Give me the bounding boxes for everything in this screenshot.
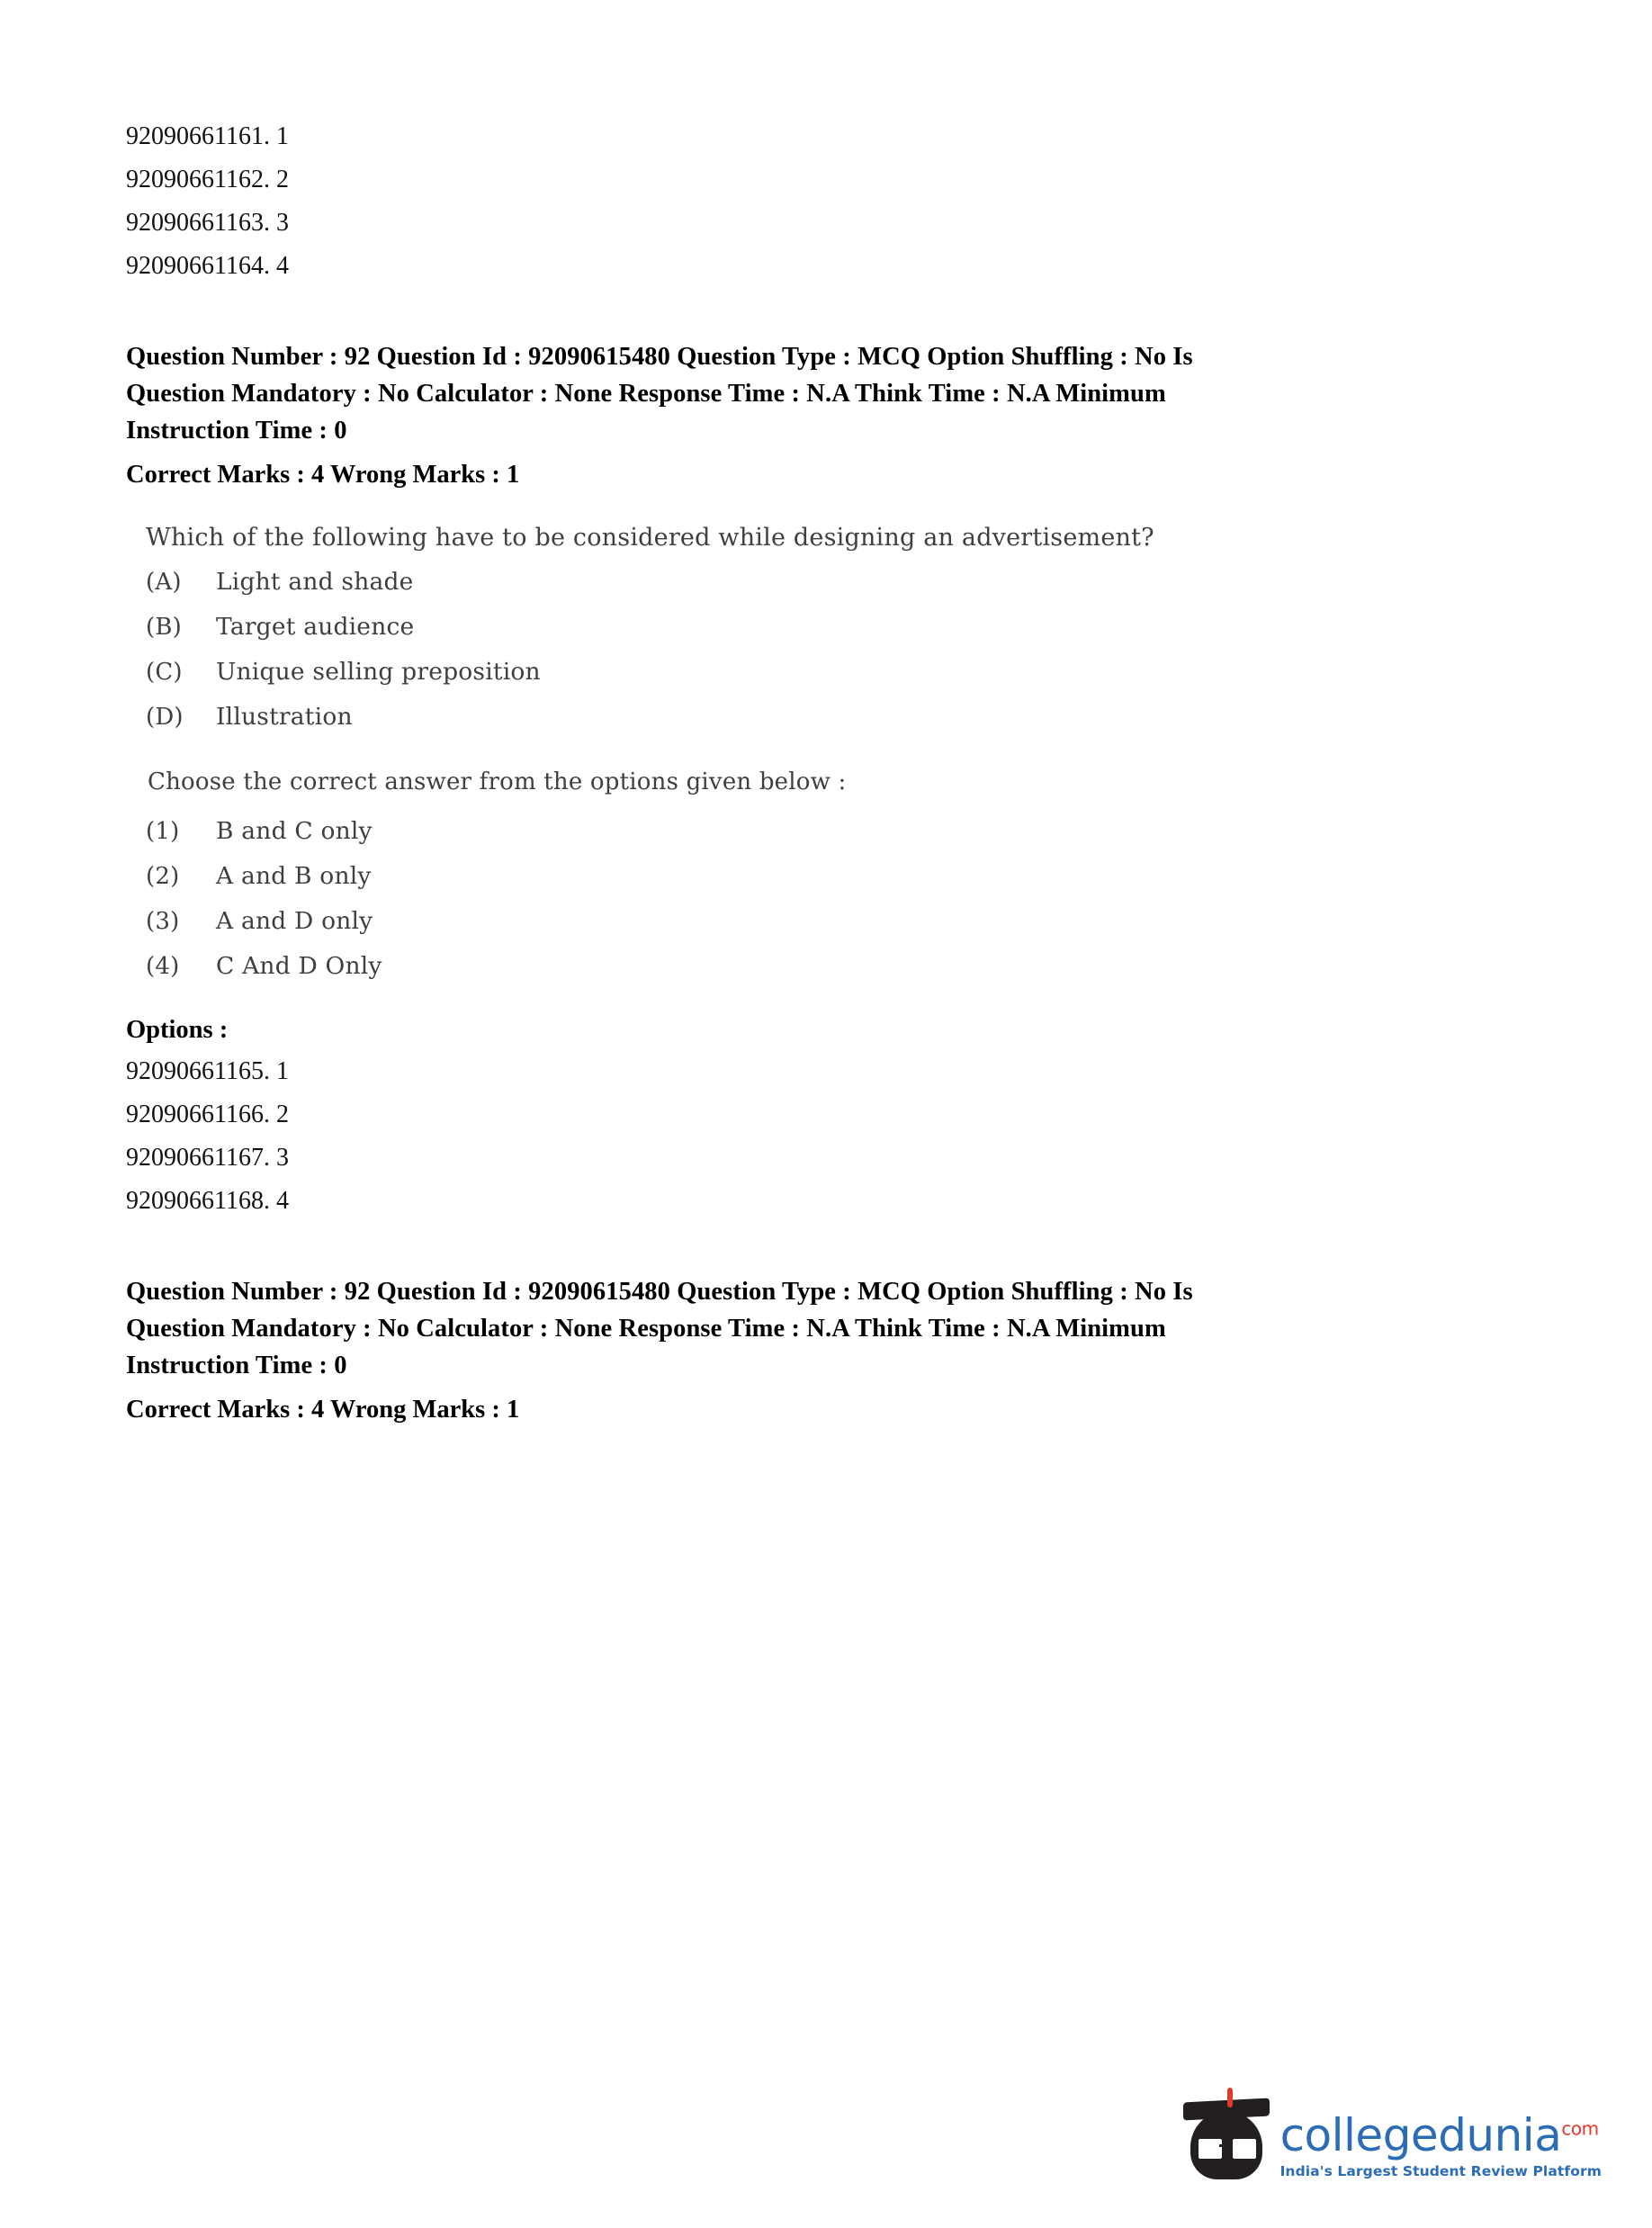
meta-line-3: Instruction Time : 0 [126,1352,347,1379]
question-body-scan [126,524,1530,980]
choice-label: (4) [146,953,180,980]
statement-text: Unique selling preposition [216,658,541,686]
meta-line-1: Question Number : 92 Question Id : 92090615480 Question Type : MCQ Option Shuffling : No Is [126,343,1193,371]
options-heading: Options : [126,1016,229,1044]
brand-tagline: India's Largest Student Review Platform [1279,2163,1602,2179]
brand-name [1279,2109,1599,2161]
statement-item [146,613,1530,641]
choice-text: C And D Only [216,952,382,980]
spacer [126,288,1530,338]
top-option-id-list [126,115,1530,288]
statement-item [146,568,1530,596]
option-id-line: 92090661166. 2 [126,1101,289,1128]
watermark-text [1279,2109,1602,2179]
choice-label: (3) [146,908,180,935]
choice-item [146,862,1530,890]
option-id-line: 92090661167. 3 [126,1144,289,1172]
brand-suffix: com [1561,2117,1599,2140]
statement-label: (A) [146,569,182,596]
option-id-line: 92090661164. 4 [126,252,289,280]
collegedunia-watermark [1185,2093,1602,2179]
statement-text: Light and shade [216,568,414,596]
choice-text: A and D only [216,907,373,935]
statement-text: Illustration [216,703,353,731]
graduate-avatar-icon [1185,2093,1268,2179]
choice-label: (1) [146,818,180,845]
spacer [126,552,1530,568]
meta-line-3: Instruction Time : 0 [126,417,347,445]
statement-label: (D) [146,704,184,731]
choice-item [146,952,1530,980]
option-id-line: 92090661161. 1 [126,122,289,150]
option-id-line: 92090661162. 2 [126,166,289,193]
question-meta-block-top [126,338,1530,493]
meta-marks: Correct Marks : 4 Wrong Marks : 1 [126,461,520,489]
statement-item [146,658,1530,686]
choose-instruction: Choose the correct answer from the options given below : [148,768,847,795]
meta-line-2: Question Mandatory : No Calculator : None Response Time : N.A Think Time : N.A Minimum [126,1315,1166,1343]
meta-line-2: Question Mandatory : No Calculator : None Response Time : N.A Think Time : N.A Minimum [126,380,1166,408]
meta-marks: Correct Marks : 4 Wrong Marks : 1 [126,1396,520,1424]
choice-text: B and C only [216,817,373,845]
choice-list [126,817,1530,980]
statement-label: (C) [146,659,183,686]
spacer [126,493,1530,524]
statement-item [146,703,1530,731]
question-stem: Which of the following have to be considered while designing an advertisement? [146,524,1154,552]
question-meta-block-bottom [126,1273,1530,1428]
bottom-option-id-list [126,1050,1530,1223]
statement-label: (B) [146,614,182,641]
choice-item [146,907,1530,935]
option-id-line: 92090661163. 3 [126,209,289,237]
brand-word: collegedunia [1279,2109,1562,2161]
spacer [126,1223,1530,1273]
choice-item [146,817,1530,845]
statement-list [126,568,1530,731]
meta-line-1: Question Number : 92 Question Id : 92090615480 Question Type : MCQ Option Shuffling : No Is [126,1278,1193,1306]
choice-label: (2) [146,863,180,890]
document-content [126,115,1530,1428]
statement-text: Target audience [216,613,415,641]
choice-text: A and B only [216,862,372,890]
option-id-line: 92090661165. 1 [126,1057,289,1085]
option-id-line: 92090661168. 4 [126,1187,289,1215]
